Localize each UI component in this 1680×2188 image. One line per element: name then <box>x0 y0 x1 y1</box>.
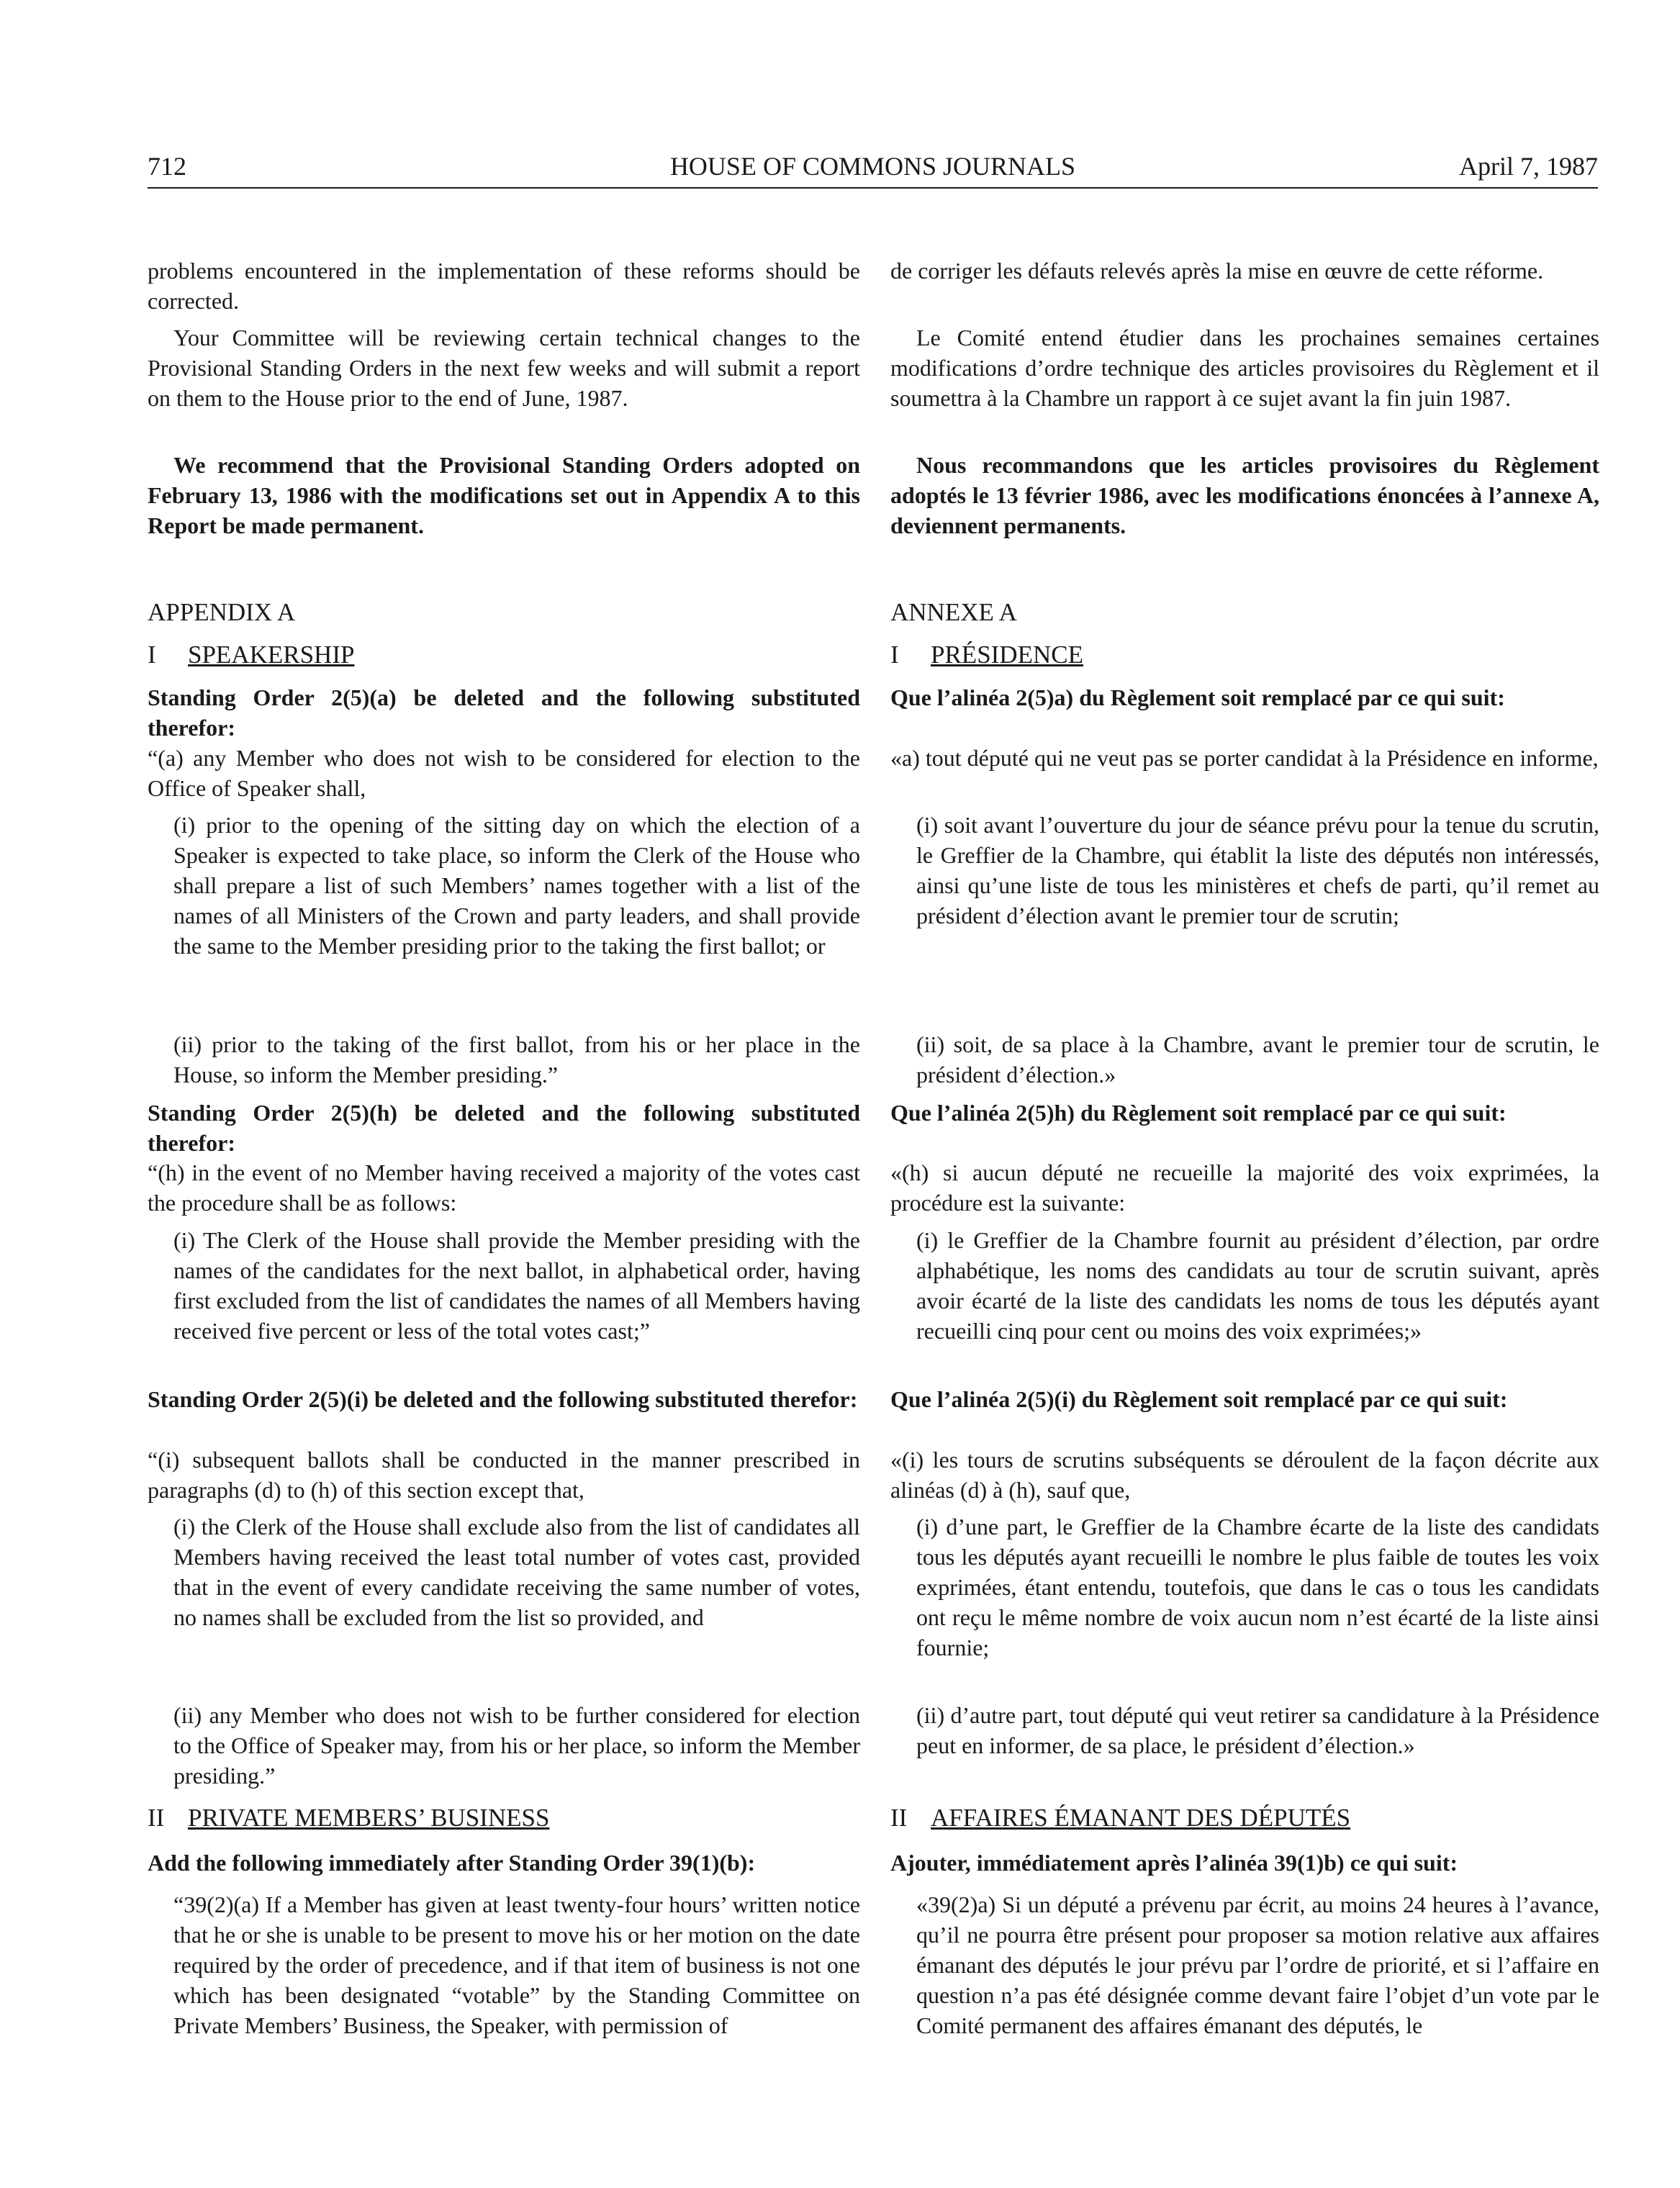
running-header <box>148 151 1598 189</box>
english-so-2-5-h-i: (i) The Clerk of the House shall provide the Member presiding with the names of the candidates for the next ballot, in alphabetical order, having first excluded from the list of candidates the names of all Members having received five percent or less of the total votes cast;” <box>173 1227 860 1344</box>
french-so-2-5-i-text: «(i) les tours de scrutins subséquents se déroulent de la façon décrite aux alinéas (d) à (h), sauf que, <box>890 1447 1599 1503</box>
english-so-2-5-a-heading: Standing Order 2(5)(a) be deleted and the following substituted therefor: <box>148 684 860 741</box>
english-so-2-5-h-text: “(h) in the event of no Member having received a majority of the votes cast the procedure shall be as follows: <box>148 1159 860 1216</box>
french-appendix-title: ANNEXE A <box>890 598 1017 626</box>
french-so-2-5-h-text: «(h) si aucun député ne recueille la majorité des voix exprimées, la procédure est la suivante: <box>890 1159 1599 1216</box>
english-so-2-5-a-text: “(a) any Member who does not wish to be considered for election to the Office of Speaker shall, <box>148 745 860 801</box>
english-so-2-5-a-i: (i) prior to the opening of the sitting day on which the election of a Speaker is expected to take place, so inform the Clerk of the House who shall prepare a list of such Members’ names together with a list of the names of all Ministers of the Crown and party leaders, and shall provide the same to the Member presiding prior to the taking the first ballot; or <box>173 812 860 959</box>
english-so-2-5-h-heading: Standing Order 2(5)(h) be deleted and the following substituted therefor: <box>148 1100 860 1156</box>
english-appendix-title: APPENDIX A <box>148 598 296 626</box>
page-number: 712 <box>148 152 186 181</box>
journal-date: April 7, 1987 <box>1459 152 1598 181</box>
french-so-2-5-i-heading: Que l’alinéa 2(5)(i) du Règlement soit remplacé par ce qui suit: <box>890 1386 1508 1412</box>
english-section-1-heading: I SPEAKERSHIP <box>148 641 355 669</box>
english-so-39-text: “39(2)(a) If a Member has given at least twenty-four hours’ written notice that he or she is unable to be present to move his or her motion on the date required by the order of precedence, and if that item of business is not one which has been designated “votable” by the Standing Committee on Private Members’ Business, the Speaker, with permission of <box>173 1891 860 2038</box>
english-intro-2: Your Committee will be reviewing certain technical changes to the Provisional Standing Orders in the next few weeks and will submit a report on them to the House prior to the end of June, 1987. <box>148 325 860 411</box>
french-intro-1: de corriger les défauts relevés après la mise en œuvre de cette réforme. <box>890 258 1544 284</box>
french-intro-2: Le Comité entend étudier dans les prochaines semaines certaines modifications d’ordre technique des articles provisoires du Règlement et il soumettra à la Chambre un rapport à ce sujet avant la fin juin 1987. <box>890 325 1599 411</box>
english-so-2-5-a-ii: (ii) prior to the taking of the first ballot, from his or her place in the House, so inform the Member presiding.” <box>173 1031 860 1088</box>
french-so-2-5-h-i: (i) le Greffier de la Chambre fournit au président d’élection, par ordre alphabétique, les noms des candidats au tour de scrutin suivant, après avoir écarté de la liste des candidats les noms de tous les députés ayant recueilli cinq pour cent ou moins des voix exprimées;» <box>916 1227 1599 1344</box>
french-so-39-heading: Ajouter, immédiatement après l’alinéa 39(1)b) ce qui suit: <box>890 1850 1458 1876</box>
french-so-2-5-a-ii: (ii) soit, de sa place à la Chambre, avant le premier tour de scrutin, le président d’élection.» <box>916 1031 1599 1088</box>
french-so-2-5-h-heading: Que l’alinéa 2(5)h) du Règlement soit remplacé par ce qui suit: <box>890 1100 1507 1126</box>
english-so-2-5-i-text: “(i) subsequent ballots shall be conducted in the manner prescribed in paragraphs (d) to (h) of this section except that, <box>148 1447 860 1503</box>
english-so-2-5-i-i: (i) the Clerk of the House shall exclude also from the list of candidates all Members having received the least total number of votes cast, provided that in the event of every candidate receiving the same number of votes, no names shall be excluded from the list so provided, and <box>173 1514 860 1630</box>
french-so-2-5-a-heading: Que l’alinéa 2(5)a) du Règlement soit remplacé par ce qui suit: <box>890 684 1505 710</box>
english-section-2-heading: II PRIVATE MEMBERS’ BUSINESS <box>148 1804 550 1832</box>
french-section-2-heading: II AFFAIRES ÉMANANT DES DÉPUTÉS <box>890 1804 1351 1832</box>
french-so-2-5-i-ii: (ii) d’autre part, tout député qui veut retirer sa candidature à la Présidence peut en informer, de sa place, le président d’élection.» <box>916 1702 1599 1758</box>
french-recommendation: Nous recommandons que les articles provisoires du Règlement adoptés le 13 février 1986, avec les modifications énoncées à l’annexe A, deviennent permanents. <box>890 452 1599 538</box>
journal-title: HOUSE OF COMMONS JOURNALS <box>669 152 1076 181</box>
french-so-2-5-i-i: (i) d’une part, le Greffier de la Chambre écarte de la liste des candidats tous les députés ayant recueilli le nombre le plus faible de toutes les voix exprimées, étant entendu, toutefois, que dans le cas o tous les candidats ont reçu le même nombre de voix aucun nom n’est écarté de la liste ainsi fournie; <box>916 1514 1599 1660</box>
english-intro-1: problems encountered in the implementation of these reforms should be corrected. <box>148 258 860 314</box>
french-section-1-heading: I PRÉSIDENCE <box>890 641 1083 669</box>
french-so-39-text: «39(2)a) Si un député a prévenu par écrit, au moins 24 heures à l’avance, qu’il ne pourra être présent pour proposer sa motion relative aux affaires émanant des députés le jour prévu par l’ordre de priorité, et si l’affaire en question n’a pas été désignée comme devant faire l’objet d’un vote par le Comité permanent des affaires émanant des députés, le <box>916 1891 1599 2038</box>
english-so-39-heading: Add the following immediately after Standing Order 39(1)(b): <box>148 1850 756 1876</box>
english-recommendation: We recommend that the Provisional Standing Orders adopted on February 13, 1986 with the modifications set out in Appendix A to this Report be made permanent. <box>148 452 860 538</box>
french-so-2-5-a-text: «a) tout député qui ne veut pas se porter candidat à la Présidence en informe, <box>890 745 1599 771</box>
english-so-2-5-i-ii: (ii) any Member who does not wish to be further considered for election to the Office of Speaker may, from his or her place, so inform the Member presiding.” <box>173 1702 860 1789</box>
english-so-2-5-i-heading: Standing Order 2(5)(i) be deleted and the following substituted therefor: <box>148 1386 858 1412</box>
french-so-2-5-a-i: (i) soit avant l’ouverture du jour de séance prévu pour la tenue du scrutin, le Greffier de la Chambre, qui établit la liste des députés non intéressés, ainsi qu’une liste de tous les ministères et chefs de parti, qu’il remet au président d’élection avant le premier tour de scrutin; <box>916 812 1599 928</box>
